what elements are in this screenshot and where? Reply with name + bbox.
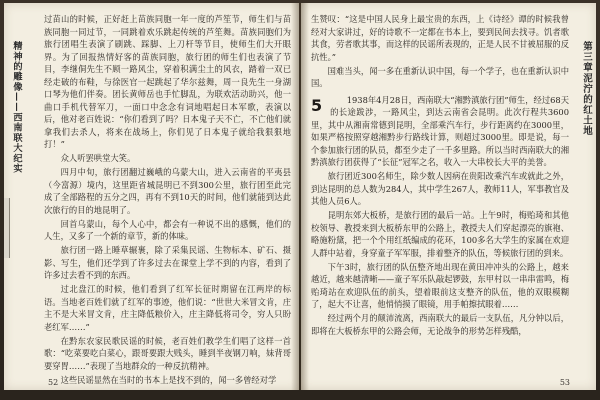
paragraph: 众人听罢哄堂大笑。: [60, 153, 136, 163]
left-page: [4, 3, 299, 390]
page-clip: [4, 198, 10, 258]
paragraph: 下午3时，旅行团的队伍整齐地出现在黄田冲冲头的公路上，越来越近，越来越清晰——童子军乐队敲起锣鼓，东甲村以一串串雷鸣，梅贻琦站在欢迎队伍的前头，望着眼前这支整齐的队伍，他的双眼模糊了，起大不让喜，他悄悄摸了眼镜，用手帕擦拭眼着……: [311, 261, 569, 309]
paragraph: 过苗山的时候，正好赶上苗族同胞一年一度的芦笙节，师生们与苗族同胞一同过节，一同跳着欢乐跳起传统的芦笙舞。苗族同胞们为旅行团唱生表演了刷跳、踩脚、上刀杆等节目，使师生们大开眼界。为了回报热情好客的苗族同胞，旅行团的师生们也表演了节目，李继侗先生不顾一路风尘，穿着积满尘土的风衣，踏着一双已经走破的布鞋，与徐医官一起跳起了华尔兹舞，周一良先生一身湖口琴为他们伴奏。团长黄师岳也手忙脚乱，为联欢活动助兴，他一曲口手机代替军刀，一面口中念念有词地唱起日本军歌，表演以后，他对老百姓说：“你们看到了吗？日本鬼子天不亡，不亡他们就拿我们去杀人，将来在战场上，你们见了日本鬼子就给我狠狠地打！”: [44, 14, 291, 149]
paragraph: 经过两个月的颠沛流离，西南联大的最后一支队伍，凡分钟以后，即将在大板桥东甲的公路会师，无论战争的形势怎样残酷，: [311, 313, 569, 336]
chapter-title: 泥泞的红土地: [581, 72, 592, 136]
left-page-body: [44, 13, 291, 388]
paragraph: 过北盘江的时候，他们看到了红军长征时期留在江两岸的标语。当地老百姓们就了红军的事迹，他们说：“世世大米冒文肯，庄主不是大米冒文肯，庄主降低粮价入，庄主降低将司令，穷人只盼老红军……”: [44, 284, 291, 332]
running-head-right: [580, 41, 592, 136]
paragraph: 旅行团近300名师生，除少数人因病在贵阳改乘汽车或就此之外，到达昆明的总人数为284人，其中学生267人，教师11人，军事教官及其他人员6人。: [311, 171, 569, 206]
running-head-left: [10, 41, 22, 174]
running-head-title: 精神的雕像: [11, 41, 22, 92]
paragraph: 回首乌蒙山，每个人心中，都会有一种说不出的感慨，他们的人生，又多了一个新的章节，新的体味。: [44, 218, 291, 241]
chapter-label: 第三章: [581, 41, 592, 73]
right-page: [301, 3, 596, 390]
right-page-body: [311, 13, 569, 339]
paragraph: 旅行团一路上睡草辗裹，除了采集民谣、生物标本、矿石、摄影、写生，他们还学到了许多过去在课堂上学不到的内容，看到了许多过去看不到的东西。: [44, 245, 291, 280]
paragraph: 在黔东农家民歌民谣的时候，老百姓们教学生们唱了这样一首歌：“吃菜要吃白菜心，跟哥要跟大贱头，睡到半夜钢刀响，妹背哥要穿胃……”表现了当地群众的一种反抗精神。: [44, 335, 291, 371]
section-number: 5: [311, 95, 323, 115]
running-head-subtitle: ——西南联大纪实: [11, 92, 22, 174]
section-5: [311, 94, 569, 338]
page-number-left: 52: [48, 378, 59, 387]
paragraph: 这些民谣显然在当时的书本上是找不到的，闻一多曾经对学: [60, 374, 277, 385]
page-number-right: 53: [559, 378, 570, 387]
paragraph: 昆明东郊大板桥，是旅行团的最后一站。上午9时，梅贻琦和其他校领导、教授来到大板桥东甲的公路上，教授夫人们穿起漂亮的旗袍、略施粉黛，把一个个用红纸编成的花环，100多名大学生的家属在欢迎人群中站着，身穿童子军军服，排着整齐的队伍，等候旅行团的到来。: [311, 210, 569, 258]
paragraph: 国难当头，闻一多在重新认识中国，每一个学子，也在重新认识中国。: [311, 65, 569, 88]
paragraph: 四月中旬，旅行团翻过巍峨的乌蒙大山，进入云南省的平夷县（今富源）境内，这里距省城昆明已不到300公里，旅行团至此完成了全部路程的五分之四，再有不到10天的时间，他们就能到达此次旅行的目的地昆明了。: [44, 167, 291, 215]
paragraph: 生赞叹：“这是中国人民身上最宝贵的东西，上《诗经》谭的时候我曾经对大家讲过，好的诗歌不一定都在书本上，要到民间去找寻。饥者歌其食，劳者歌其事，而这样的民谣所表现的，正是人民不甘被屈服的反抗性。”: [311, 14, 569, 62]
paragraph: 1938年4月28日，西南联大“湘黔滇旅行团”师生，经过68天的长途跋涉，一路风尘，到达云南省会昆明。此次行程共3600里，其中从湘南常德到昆明，全部乘汽车行，步行距离约在3000里，如果严格按照穿越湘黔步行路线计算，则超过3000里。即是说，每一个参加旅行团的队员，都至少走了一千多里路。所以当时西南联大的湘黔滇旅行团获得了“长征”冠军之名，收入一大串校长大平的美誉。: [311, 94, 569, 167]
